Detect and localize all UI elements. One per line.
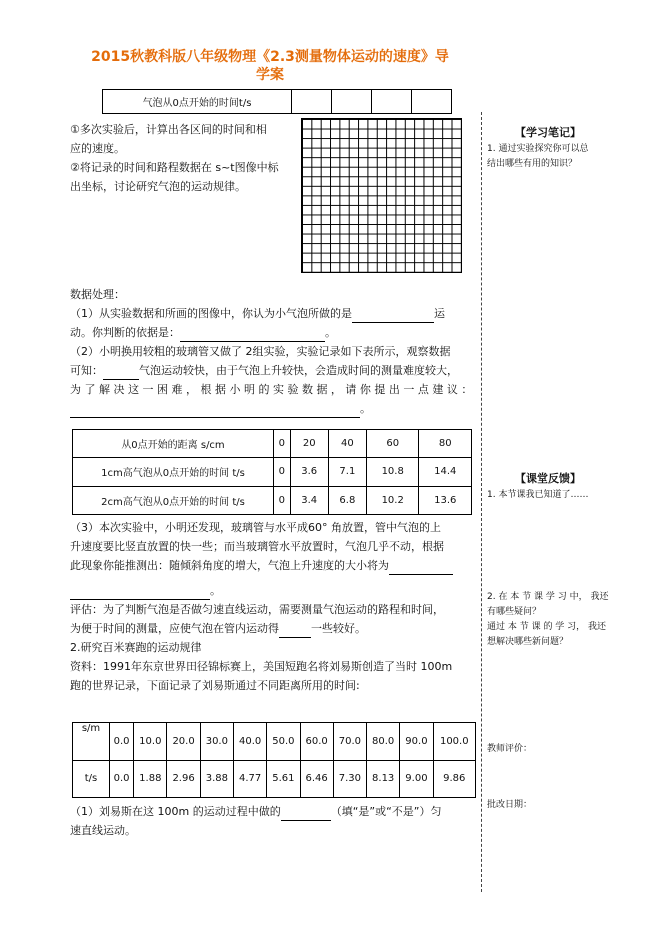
table-cell: 10.8 bbox=[366, 458, 419, 486]
table-cell: 70.0 bbox=[333, 723, 366, 761]
top-table-label: 气泡从0点开始的时间t/s bbox=[103, 90, 292, 114]
answer-blank[interactable] bbox=[70, 417, 360, 418]
table-cell: 4.77 bbox=[233, 760, 266, 798]
table-cell: 1.88 bbox=[134, 760, 167, 798]
q2-line-4 bbox=[70, 399, 480, 418]
eval-line-2 bbox=[70, 619, 480, 638]
table-cell: 20 bbox=[290, 430, 328, 458]
table-cell: 50.0 bbox=[267, 723, 300, 761]
procedure-line: ②将记录的时间和路程数据在 s~t图像中标 bbox=[70, 161, 279, 174]
section-2-line: 跑的世界记录，下面记录了刘易斯通过不同距离所用的时间: bbox=[70, 679, 360, 692]
bubble-data-table bbox=[72, 429, 472, 515]
graph-paper-grid bbox=[301, 118, 462, 273]
q3-line: 升速度要比竖直放置的快一些；而当玻璃管水平放置时，气泡几乎不动，根据 bbox=[70, 540, 444, 553]
procedure-line: 出坐标，讨论研究气泡的运动规律。 bbox=[70, 180, 246, 193]
table-cell: 3.4 bbox=[290, 486, 328, 514]
q2-line: 为 了 解 决 这 一 困 难 ， 根 据 小 明 的 实 验 数 据 ， 请 你 提 出 一 点 建 议 ： bbox=[70, 383, 473, 396]
table-cell: 20.0 bbox=[167, 723, 200, 761]
table-cell: 14.4 bbox=[419, 458, 472, 486]
feedback-line: 2. 在 本 节 课 学 习 中， 我还 bbox=[487, 592, 609, 602]
table-row bbox=[73, 458, 472, 486]
top-table-cell bbox=[372, 90, 412, 114]
q3-section bbox=[70, 518, 480, 695]
feedback-questions bbox=[487, 590, 612, 650]
eval-text: 一些较好。 bbox=[311, 622, 366, 635]
date-label: 批改日期： bbox=[487, 800, 533, 810]
q1-text: （1）从实验数据和所画的图像中，你认为小气泡所做的是 bbox=[70, 307, 352, 320]
table-row bbox=[73, 486, 472, 514]
table-row-label: s/m bbox=[73, 723, 110, 761]
notes-prompt bbox=[487, 142, 612, 172]
table-cell: 0 bbox=[274, 430, 291, 458]
table-cell: 60 bbox=[366, 430, 419, 458]
table-cell: 9.86 bbox=[433, 760, 475, 798]
table-cell: 0 bbox=[274, 486, 291, 514]
title-line-1: 2015秋教科版八年级物理《2.3测量物体运动的速度》导 bbox=[91, 49, 449, 65]
table-cell: 0.0 bbox=[110, 723, 134, 761]
answer-blank[interactable] bbox=[279, 637, 311, 638]
top-table-cell bbox=[332, 90, 372, 114]
q1-text: 。 bbox=[325, 326, 336, 339]
table-row bbox=[73, 430, 472, 458]
table-cell: 9.00 bbox=[400, 760, 433, 798]
table-cell: 40 bbox=[328, 430, 366, 458]
table-cell: 5.61 bbox=[267, 760, 300, 798]
data-processing-section bbox=[70, 285, 480, 418]
last-line-1 bbox=[70, 802, 480, 821]
feedback-line: 想解决哪些新问题？ bbox=[487, 637, 569, 647]
q2-line: （2）小明换用较粗的玻璃管又做了 2组实验，实验记录如下表所示，观察数据 bbox=[70, 345, 451, 358]
section-2-line: 资料：1991年东京世界田径锦标赛上，美国短跑名将刘易斯创造了当时 100m bbox=[70, 660, 453, 673]
answer-blank[interactable] bbox=[352, 322, 434, 323]
table-cell: 2cm高气泡从0点开始的时间 t/s bbox=[73, 486, 274, 514]
q3-line-3 bbox=[70, 556, 480, 575]
q3-line-4 bbox=[70, 581, 480, 600]
q1-text: 动。你判断的依据是： bbox=[70, 326, 180, 339]
top-table-cell bbox=[412, 90, 452, 114]
q3-line: （3）本次实验中，小明还发现，玻璃管与水平成60° 角放置，管中气泡的上 bbox=[70, 521, 441, 534]
table-cell: 8.13 bbox=[367, 760, 400, 798]
procedure-line: 应的速度。 bbox=[70, 142, 125, 155]
table-cell: 3.88 bbox=[200, 760, 233, 798]
table-cell: 10.0 bbox=[134, 723, 167, 761]
answer-blank[interactable] bbox=[281, 820, 331, 821]
q1-text: 运 bbox=[434, 307, 445, 320]
table-cell: 6.46 bbox=[300, 760, 333, 798]
feedback-line: 有哪些疑问？ bbox=[487, 607, 542, 617]
q2-line-2 bbox=[70, 361, 480, 380]
table-row bbox=[73, 760, 476, 798]
table-cell: 80.0 bbox=[367, 723, 400, 761]
notes-line: 结出哪些有用的知识？ bbox=[487, 159, 578, 169]
top-table-cell bbox=[292, 90, 332, 114]
feedback-title: 【课堂反馈】 bbox=[515, 472, 581, 485]
feedback-line: 通过 本 节 课 的 学 习， 我还 bbox=[487, 622, 607, 632]
table-cell: 0 bbox=[274, 458, 291, 486]
section-2-title: 2.研究百米赛跑的运动规律 bbox=[70, 641, 202, 654]
title-line-2: 学案 bbox=[256, 67, 284, 83]
table-cell: 从0点开始的距离 s/cm bbox=[73, 430, 274, 458]
table-cell: 80 bbox=[419, 430, 472, 458]
data-heading: 数据处理： bbox=[70, 288, 125, 301]
notes-title: 【学习笔记】 bbox=[515, 126, 581, 139]
eval-text: 为便于时间的测量，应使气泡在管内运动得 bbox=[70, 622, 279, 635]
table-cell: 3.6 bbox=[290, 458, 328, 486]
table-cell: 30.0 bbox=[200, 723, 233, 761]
table-row bbox=[73, 723, 476, 761]
last-line-2: 速直线运动。 bbox=[70, 824, 136, 837]
table-cell: 2.96 bbox=[167, 760, 200, 798]
procedure-text bbox=[70, 120, 295, 196]
q2-text: 气泡运动较快，由于气泡上升较快，会造成时间的测量难度较大， bbox=[139, 364, 458, 377]
table-cell: 60.0 bbox=[300, 723, 333, 761]
last-text: （填“是”或“不是”）匀 bbox=[330, 805, 442, 818]
last-question bbox=[70, 802, 480, 840]
table-cell: 6.8 bbox=[328, 486, 366, 514]
notes-line: 1. 通过实验探究你可以总 bbox=[487, 144, 589, 154]
table-cell: 13.6 bbox=[419, 486, 472, 514]
feedback-line: 1. 本节课我已知道了…… bbox=[487, 490, 589, 500]
q3-text: 。 bbox=[210, 584, 221, 597]
answer-blank[interactable] bbox=[389, 574, 453, 575]
top-time-table bbox=[102, 89, 452, 114]
table-cell: 90.0 bbox=[400, 723, 433, 761]
table-cell: 40.0 bbox=[233, 723, 266, 761]
table-cell: 7.1 bbox=[328, 458, 366, 486]
table-cell: 1cm高气泡从0点开始的时间 t/s bbox=[73, 458, 274, 486]
last-text: （1）刘易斯在这 100m 的运动过程中做的 bbox=[70, 805, 281, 818]
q1-line-2 bbox=[70, 323, 480, 342]
table-cell: 10.2 bbox=[366, 486, 419, 514]
eval-line: 评估：为了判断气泡是否做匀速直线运动，需要测量气泡运动的路程和时间， bbox=[70, 603, 444, 616]
procedure-line: ①多次实验后，计算出各区间的时间和相 bbox=[70, 123, 267, 136]
q2-text: 。 bbox=[360, 402, 371, 415]
q1-line bbox=[70, 304, 480, 323]
table-cell: 100.0 bbox=[433, 723, 475, 761]
table-cell: 0.0 bbox=[110, 760, 134, 798]
q3-text: 此现象你能推测出：随倾斜角度的增大，气泡上升速度的大小将为 bbox=[70, 559, 389, 572]
page-title bbox=[60, 48, 480, 84]
teacher-eval-label: 教师评价： bbox=[487, 744, 533, 754]
sidebar-divider bbox=[481, 112, 482, 892]
table-cell: 7.30 bbox=[333, 760, 366, 798]
table-row-label: t/s bbox=[73, 760, 110, 798]
q2-text: 可知： bbox=[70, 364, 103, 377]
sprint-data-table bbox=[72, 722, 476, 798]
